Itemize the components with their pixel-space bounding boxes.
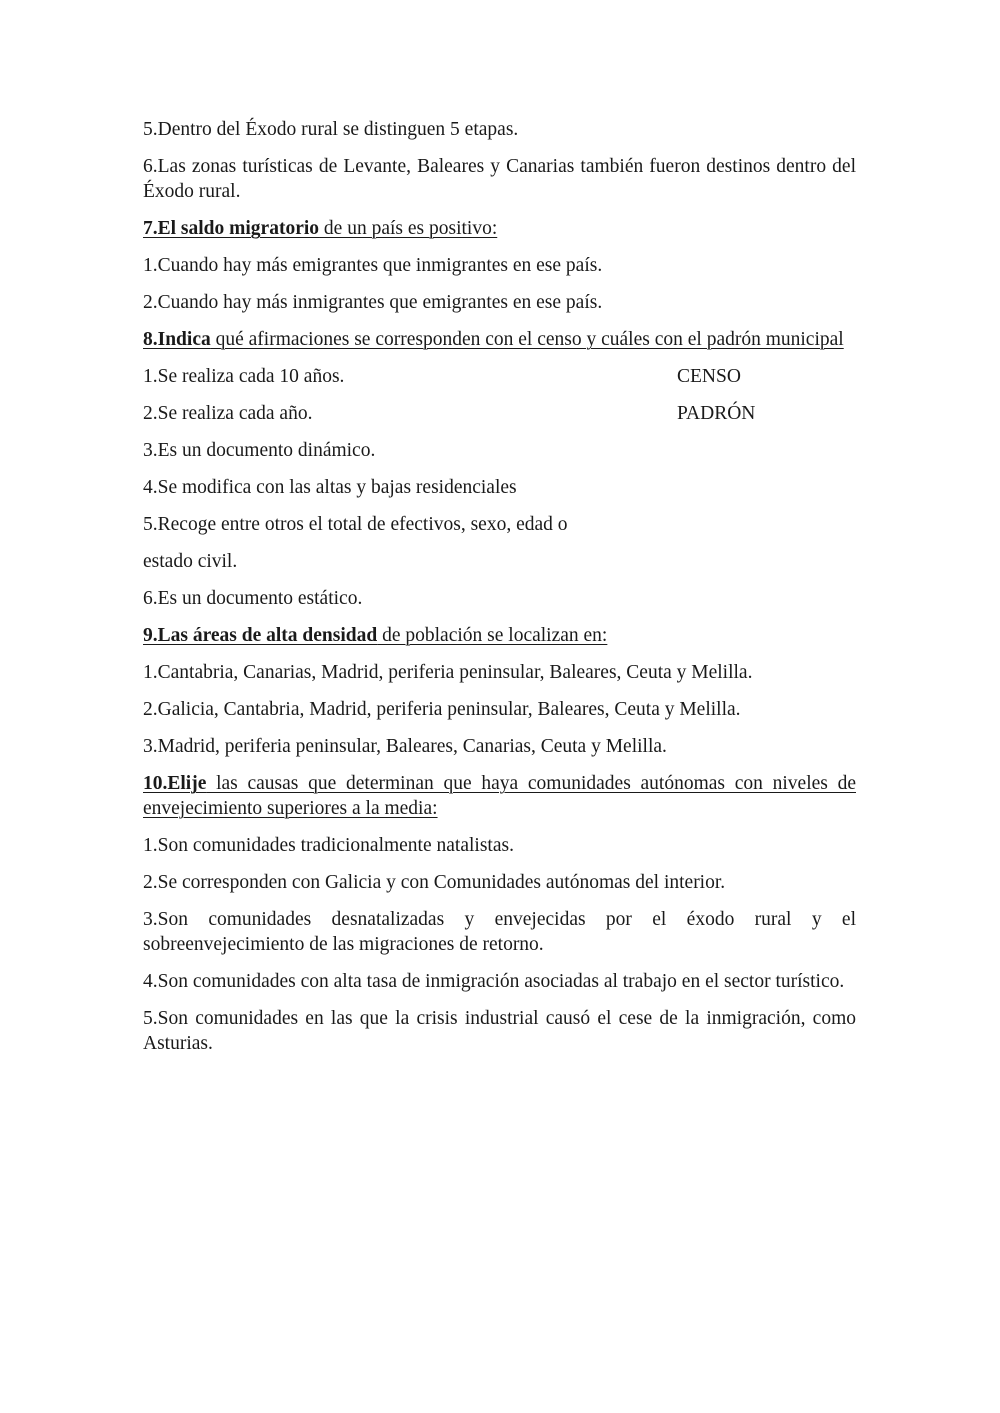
option-item: 2.Cuando hay más inmigrantes que emigrantes en ese país. [143,292,603,313]
option-item: estado civil. [143,551,238,572]
statement-item: 5.Dentro del Éxodo rural se distinguen 5 etapas. [143,119,519,140]
question-10-bold: 10.Elije [143,773,207,794]
option-text: 2.Se realiza cada año. [143,403,313,424]
document-page [143,117,856,1068]
question-7-heading [143,216,856,241]
question-7-text: de un país es positivo: [319,218,498,239]
option-item: 1.Cuando hay más emigrantes que inmigrantes en ese país. [143,255,603,276]
question-9-bold: 9.Las áreas de alta densidad [143,625,378,646]
question-10-heading [143,771,856,821]
question-8-heading [143,327,856,352]
option-item: 4.Son comunidades con alta tasa de inmigración asociadas al trabajo en el sector turístico. [143,971,845,992]
option-item: 5.Son comunidades en las que la crisis industrial causó el cese de la inmigración, como Asturias. [143,1008,856,1054]
option-item: 5.Recoge entre otros el total de efectivos, sexo, edad o [143,514,568,535]
option-item: 2.Se corresponden con Galicia y con Comunidades autónomas del interior. [143,872,726,893]
option-item: 3.Son comunidades desnatalizadas y envejecidas por el éxodo rural y el sobreenvejecimiento de las migraciones de retorno. [143,909,856,955]
option-item: 2.Galicia, Cantabria, Madrid, periferia peninsular, Baleares, Ceuta y Melilla. [143,699,741,720]
question-9-text: de población se localizan en: [377,625,608,646]
question-7-bold: 7.El saldo migratorio [143,218,320,239]
category-label-padron: PADRÓN [677,403,756,424]
option-item: 3.Madrid, periferia peninsular, Baleares, Canarias, Ceuta y Melilla. [143,736,667,757]
option-item: 1.Son comunidades tradicionalmente natalistas. [143,835,514,856]
option-row [143,364,856,389]
option-text: 1.Se realiza cada 10 años. [143,366,345,387]
category-label-censo: CENSO [677,366,741,387]
option-row [143,401,856,426]
option-item: 4.Se modifica con las altas y bajas residenciales [143,477,517,498]
question-8-bold: 8.Indica [143,329,211,350]
question-10-text: las causas que determinan que haya comunidades autónomas con niveles de envejecimiento superiores a la media: [143,773,856,819]
statement-item: 6.Las zonas turísticas de Levante, Baleares y Canarias también fueron destinos dentro del Éxodo rural. [143,156,856,202]
option-item: 6.Es un documento estático. [143,588,363,609]
question-8-text: qué afirmaciones se corresponden con el censo y cuáles con el padrón municipal [210,329,844,350]
question-9-heading [143,623,856,648]
option-item: 1.Cantabria, Canarias, Madrid, periferia peninsular, Baleares, Ceuta y Melilla. [143,662,753,683]
option-item: 3.Es un documento dinámico. [143,440,376,461]
